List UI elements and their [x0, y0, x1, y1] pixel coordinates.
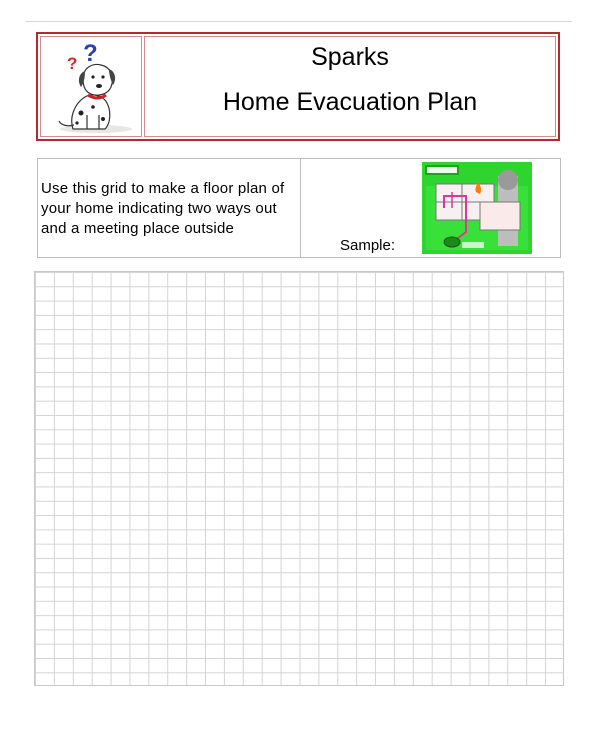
title-line-1: Sparks [311, 43, 389, 71]
info-divider [300, 159, 301, 257]
info-box [37, 158, 561, 258]
svg-text:?: ? [83, 40, 98, 67]
logo-cell [40, 36, 142, 137]
instructions-text: Use this grid to make a floor plan of your home indicating two ways out and a meeting place outside [41, 180, 285, 237]
svg-text:?: ? [67, 54, 78, 73]
dalmatian-question-marks-icon [41, 37, 141, 136]
title-cell [144, 36, 556, 137]
floor-plan-grid [34, 271, 564, 686]
sample-label: Sample: [340, 237, 396, 254]
header-box [36, 32, 560, 141]
escape-route-sample-floor-plan [422, 162, 532, 254]
title-line-2: Home Evacuation Plan [222, 88, 478, 116]
top-divider [26, 21, 572, 22]
